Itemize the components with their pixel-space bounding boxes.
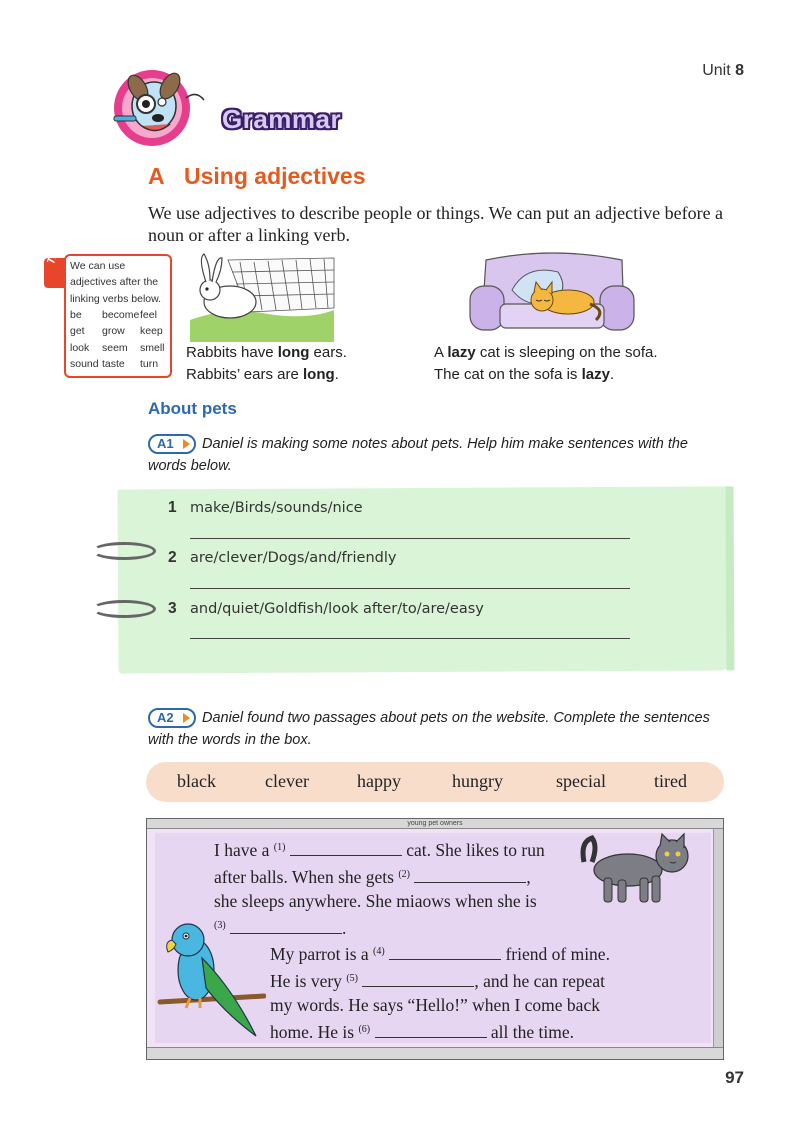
intro-paragraph: We use adjectives to describe people or things. We can put an adjective before a noun or after a linking verb. — [148, 203, 724, 245]
tip-verb-list — [70, 307, 170, 373]
answer-line[interactable] — [190, 538, 630, 539]
answer-line[interactable] — [190, 588, 630, 589]
cat-example — [434, 342, 658, 386]
word-box-item: hungry — [452, 771, 503, 791]
rabbit-example — [186, 342, 347, 386]
window-titlebar: young pet owners — [147, 819, 723, 829]
tip-verb: keep — [140, 325, 163, 338]
tip-label: TIP — [45, 245, 63, 267]
tip-verb: turn — [140, 358, 159, 371]
blank-6[interactable] — [375, 1024, 487, 1038]
tip-verb: become — [102, 309, 140, 321]
word-box-item: clever — [265, 771, 309, 791]
tip-verb: sound — [70, 358, 99, 371]
word-box-item: special — [556, 771, 606, 791]
section-title: Using adjectives — [184, 163, 366, 189]
word-box-item: happy — [357, 771, 401, 791]
a1-item: 1 make/Birds/sounds/nice — [168, 499, 363, 516]
grammar-banner: Grammar — [222, 104, 342, 134]
tip-verb: look — [70, 341, 90, 354]
section-letter: A — [148, 163, 165, 189]
blank-1[interactable] — [290, 842, 402, 856]
a1-item: 3 and/quiet/Goldfish/look after/to/are/easy — [168, 600, 484, 617]
page-number: 97 — [725, 1068, 744, 1087]
answer-line[interactable] — [190, 638, 630, 639]
about-pets-heading: About pets — [148, 399, 237, 418]
tip-text: We can use adjectives after the linking verbs below. — [70, 260, 162, 305]
tip-verb: grow — [102, 325, 125, 338]
tip-verb: get — [70, 325, 85, 338]
tip-verb: be — [70, 309, 82, 321]
tip-verb: smell — [140, 341, 165, 354]
parrot-illustration — [156, 918, 266, 1042]
passage-cat: I have a $^{(1)}$ cat. She likes to run after balls. When she gets $^{(2)}$ , she sleeps anywhere. She miaows when she is $^{(3)}$ . — [214, 840, 545, 938]
blank-4[interactable] — [389, 946, 501, 960]
window-statusbar — [147, 1047, 723, 1059]
cat-example-line-1: A lazy cat is sleeping on the sofa. — [434, 344, 658, 361]
a2-instruction: Daniel found two passages about pets on the website. Complete the sentences with the words in the box. — [148, 710, 710, 748]
rabbit-example-line-2: Rabbits’ ears are long. — [186, 366, 339, 383]
blank-2[interactable] — [414, 869, 526, 883]
cat-on-sofa-illustration — [466, 250, 638, 338]
a1-badge: A1 — [148, 434, 196, 454]
word-box — [146, 762, 724, 802]
a2-badge: A2 — [148, 708, 196, 728]
word-box-item: tired — [654, 771, 687, 791]
walking-cat-illustration — [578, 832, 702, 906]
unit-label: Unit 8 — [702, 62, 744, 79]
tip-verb: taste — [102, 358, 125, 371]
tip-verb: seem — [102, 341, 128, 354]
word-box-item: black — [177, 771, 216, 791]
spiral-ring-icon — [92, 542, 156, 560]
passage-parrot: My parrot is a $^{(4)}$ friend of mine. He is very $^{(5)}$ , and he can repeat my words. He says “Hello!” when I come back home. He is $^{(6)}$ all the time. — [270, 944, 610, 1042]
window-scrollbar[interactable] — [713, 829, 723, 1047]
rabbit-illustration — [188, 250, 336, 342]
grammar-mascot-dog-icon — [112, 58, 222, 158]
a1-item: 2 are/clever/Dogs/and/friendly — [168, 549, 397, 566]
tip-verb: feel — [140, 309, 157, 321]
spiral-ring-icon — [92, 600, 156, 618]
blank-5[interactable] — [362, 973, 474, 987]
rabbit-example-line-1: Rabbits have long ears. — [186, 344, 347, 361]
a1-instruction: Daniel is making some notes about pets. Help him make sentences with the words below. — [148, 436, 688, 474]
cat-example-line-2: The cat on the sofa is lazy. — [434, 366, 615, 383]
